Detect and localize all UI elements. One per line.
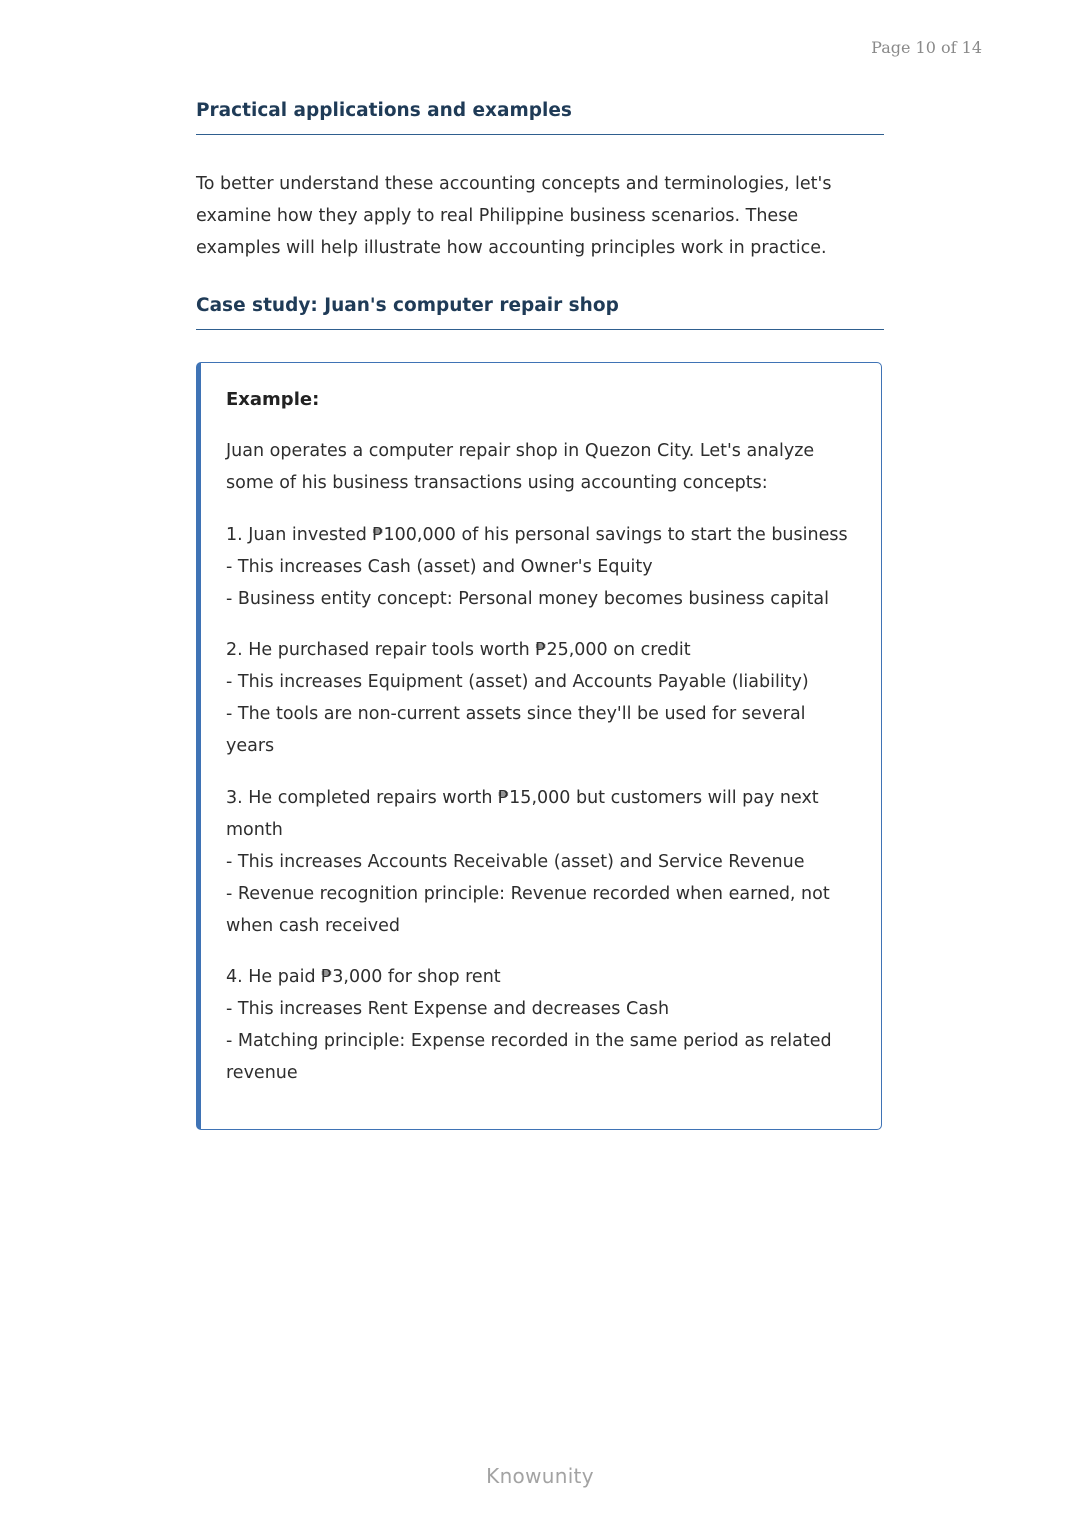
transaction-3 <box>226 782 876 942</box>
intro-paragraph <box>196 168 884 264</box>
transaction-line: - This increases Equipment (asset) and Accounts Payable (liability) <box>226 672 809 692</box>
transaction-line: - This increases Cash (asset) and Owner's Equity <box>226 557 653 577</box>
intro-line: examples will help illustrate how accounting principles work in practice. <box>196 238 827 258</box>
transaction-line: years <box>226 736 275 756</box>
page-number: Page 10 of 14 <box>871 38 982 57</box>
transaction-2 <box>226 634 876 762</box>
case-study-heading: Case study: Juan's computer repair shop <box>196 295 884 330</box>
transaction-line: 2. He purchased repair tools worth ₱25,000 on credit <box>226 640 691 660</box>
example-intro <box>226 435 876 499</box>
transaction-line: 3. He completed repairs worth ₱15,000 but customers will pay next <box>226 788 819 808</box>
footer-brand: Knowunity <box>486 1464 594 1488</box>
transaction-line: 1. Juan invested ₱100,000 of his personal savings to start the business <box>226 525 848 545</box>
example-intro-line: Juan operates a computer repair shop in Quezon City. Let's analyze <box>226 441 815 461</box>
example-intro-line: some of his business transactions using accounting concepts: <box>226 473 768 493</box>
transaction-line: - Business entity concept: Personal money becomes business capital <box>226 589 829 609</box>
transaction-line: - This increases Accounts Receivable (asset) and Service Revenue <box>226 852 805 872</box>
transaction-line: - Matching principle: Expense recorded in the same period as related <box>226 1031 832 1051</box>
transaction-line: month <box>226 820 283 840</box>
section-heading: Practical applications and examples <box>196 100 884 135</box>
transaction-line: 4. He paid ₱3,000 for shop rent <box>226 967 501 987</box>
intro-line: examine how they apply to real Philippine business scenarios. These <box>196 206 799 226</box>
example-title: Example: <box>226 389 320 410</box>
intro-line: To better understand these accounting concepts and terminologies, let's <box>196 174 832 194</box>
transaction-line: revenue <box>226 1063 298 1083</box>
transaction-1 <box>226 519 876 615</box>
transaction-line: - Revenue recognition principle: Revenue recorded when earned, not <box>226 884 830 904</box>
transaction-line: - The tools are non-current assets since they'll be used for several <box>226 704 806 724</box>
transaction-4 <box>226 961 876 1089</box>
transaction-line: - This increases Rent Expense and decreases Cash <box>226 999 670 1019</box>
transaction-line: when cash received <box>226 916 401 936</box>
